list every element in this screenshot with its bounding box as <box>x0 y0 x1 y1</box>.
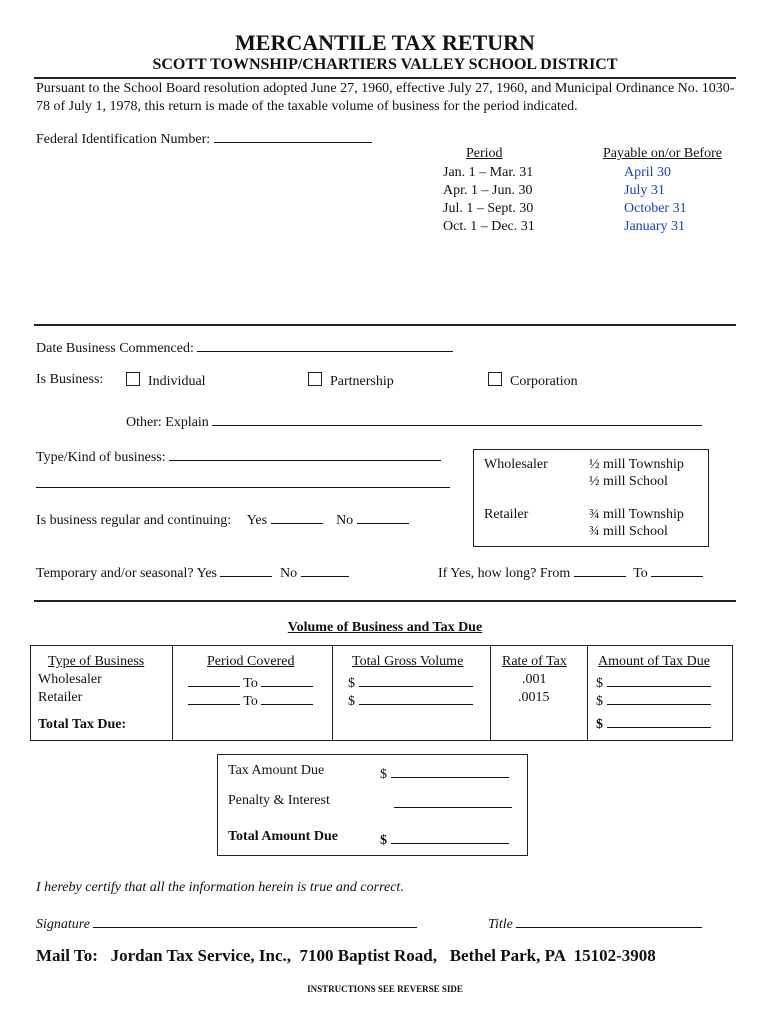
individual-label: Individual <box>148 374 206 389</box>
due-date-item: October 31 <box>624 201 687 216</box>
date-commenced-field[interactable] <box>197 337 453 352</box>
due-date-item: July 31 <box>624 183 665 198</box>
penalty-label: Penalty & Interest <box>228 793 330 808</box>
period-to-field[interactable] <box>261 690 313 705</box>
title-field[interactable] <box>516 913 702 928</box>
form-subtitle: SCOTT TOWNSHIP/CHARTIERS VALLEY SCHOOL DISTRICT <box>152 56 618 73</box>
federal-id-field[interactable] <box>214 128 372 143</box>
other-field[interactable] <box>212 411 702 426</box>
rate-retailer: .0015 <box>518 690 550 705</box>
type-row-2 <box>36 473 450 493</box>
wholesaler-label: Wholesaler <box>484 457 548 472</box>
period-row-retailer <box>188 690 313 710</box>
title-label: Title <box>488 917 513 932</box>
individual-checkbox[interactable] <box>126 372 140 386</box>
temporary-label: Temporary and/or seasonal? Yes <box>36 566 217 581</box>
col-rate-header: Rate of Tax <box>502 654 567 669</box>
form-title: MERCANTILE TAX RETURN <box>235 30 535 55</box>
section-rule <box>34 324 736 326</box>
header-rule <box>34 77 736 79</box>
volume-table <box>30 645 733 741</box>
period-item: Oct. 1 – Dec. 31 <box>443 219 535 234</box>
period-to-label: To <box>243 676 258 691</box>
federal-id-label: Federal Identification Number: <box>36 132 211 147</box>
totals-box <box>217 754 528 856</box>
col-divider <box>587 646 588 740</box>
wholesaler-school-rate: ½ mill School <box>589 474 668 489</box>
period-from-field[interactable] <box>188 690 240 705</box>
dollar-sign: $ <box>596 694 603 709</box>
temporary-row <box>36 562 349 582</box>
corporation-option[interactable] <box>488 372 578 390</box>
amount-wholesaler <box>596 672 711 692</box>
col-divider <box>172 646 173 740</box>
how-long-row <box>438 562 703 582</box>
payable-header: Payable on/or Before <box>603 146 722 161</box>
penalty-row <box>394 793 512 813</box>
how-long-label: If Yes, how long? From <box>438 566 571 581</box>
to-label: To <box>633 566 648 581</box>
period-to-field[interactable] <box>261 672 313 687</box>
regular-row <box>36 509 409 529</box>
period-from-field[interactable] <box>188 672 240 687</box>
other-row <box>126 411 702 431</box>
tax-amount-due-field[interactable] <box>391 763 509 778</box>
other-label: Other: Explain <box>126 415 209 430</box>
tax-amount-due-row <box>380 763 509 783</box>
type-label: Type/Kind of business: <box>36 450 166 465</box>
intro-paragraph: Pursuant to the School Board resolution adopted June 27, 1960, effective July 27, 1960, and Municipal Ordinance No. 1030-78 of July 1, 1978, this return is made of the taxable volume of business for the period indicated. <box>36 81 735 114</box>
total-amount-due-row <box>380 829 509 849</box>
dollar-sign: $ <box>596 676 603 691</box>
signature-label: Signature <box>36 917 90 932</box>
retailer-township-rate: ¾ mill Township <box>589 507 684 522</box>
col-divider <box>490 646 491 740</box>
from-field[interactable] <box>574 562 626 577</box>
partnership-label: Partnership <box>330 374 394 389</box>
dollar-sign: $ <box>380 833 387 848</box>
period-list <box>443 164 535 236</box>
regular-no-field[interactable] <box>357 509 409 524</box>
col-period-header: Period Covered <box>207 654 295 669</box>
gross-retailer-field[interactable] <box>359 690 473 705</box>
type-field[interactable] <box>169 446 441 461</box>
col-amount-header: Amount of Tax Due <box>598 654 710 669</box>
certification-text: I hereby certify that all the information herein is true and correct. <box>36 880 404 895</box>
footer-note: INSTRUCTIONS SEE REVERSE SIDE <box>307 984 463 994</box>
partnership-checkbox[interactable] <box>308 372 322 386</box>
individual-option[interactable] <box>126 372 206 390</box>
gross-wholesaler <box>348 672 473 692</box>
dollar-sign: $ <box>348 676 355 691</box>
dollar-sign: $ <box>596 717 603 732</box>
corporation-label: Corporation <box>510 374 578 389</box>
total-tax-due-label: Total Tax Due: <box>38 717 127 732</box>
is-business-label: Is Business: <box>36 372 104 387</box>
amount-retailer <box>596 690 711 710</box>
federal-id-row <box>36 128 372 148</box>
rates-box <box>473 449 709 547</box>
amount-retailer-field[interactable] <box>607 690 711 705</box>
temporary-no-field[interactable] <box>301 562 349 577</box>
wholesaler-row-label: Wholesaler <box>38 672 102 687</box>
to-field[interactable] <box>651 562 703 577</box>
gross-retailer <box>348 690 473 710</box>
tax-amount-due-label: Tax Amount Due <box>228 763 325 778</box>
regular-label: Is business regular and continuing: <box>36 513 232 528</box>
regular-yes-label: Yes <box>246 513 268 528</box>
signature-field[interactable] <box>93 913 417 928</box>
section-rule-2 <box>34 600 736 602</box>
rate-wholesaler: .001 <box>522 672 547 687</box>
type-row <box>36 446 441 466</box>
penalty-field[interactable] <box>394 793 512 808</box>
date-commenced-label: Date Business Commenced: <box>36 341 194 356</box>
regular-no-label: No <box>336 513 354 528</box>
dollar-sign: $ <box>348 694 355 709</box>
retailer-row-label: Retailer <box>38 690 83 705</box>
period-item: Apr. 1 – Jun. 30 <box>443 183 533 198</box>
col-divider <box>332 646 333 740</box>
col-type-header: Type of Business <box>48 654 145 669</box>
corporation-checkbox[interactable] <box>488 372 502 386</box>
volume-heading: Volume of Business and Tax Due <box>287 620 483 635</box>
period-item: Jan. 1 – Mar. 31 <box>443 165 534 180</box>
total-amount-due-label: Total Amount Due <box>228 829 338 844</box>
type-field-2[interactable] <box>36 473 450 488</box>
partnership-option[interactable] <box>308 372 394 390</box>
period-to-label: To <box>243 694 258 709</box>
due-date-item: January 31 <box>624 219 686 234</box>
temporary-no-label: No <box>279 566 298 581</box>
title-row <box>488 913 702 933</box>
wholesaler-township-rate: ½ mill Township <box>589 457 684 472</box>
amount-wholesaler-field[interactable] <box>607 672 711 687</box>
mail-to-address: Mail To: Jordan Tax Service, Inc., 7100 Baptist Road, Bethel Park, PA 15102-3908 <box>36 946 656 965</box>
period-item: Jul. 1 – Sept. 30 <box>443 201 534 216</box>
period-row-wholesaler <box>188 672 313 692</box>
dollar-sign: $ <box>380 767 387 782</box>
temporary-yes-field[interactable] <box>220 562 272 577</box>
retailer-label: Retailer <box>484 507 529 522</box>
signature-row <box>36 913 417 933</box>
total-amount-due-field[interactable] <box>391 829 509 844</box>
retailer-school-rate: ¾ mill School <box>589 524 668 539</box>
amount-total-field[interactable] <box>607 713 711 728</box>
due-date-list <box>624 164 687 236</box>
amount-total <box>596 713 711 733</box>
gross-wholesaler-field[interactable] <box>359 672 473 687</box>
regular-yes-field[interactable] <box>271 509 323 524</box>
due-date-item: April 30 <box>624 165 672 180</box>
date-commenced-row <box>36 337 453 357</box>
col-gross-header: Total Gross Volume <box>352 654 464 669</box>
period-header: Period <box>466 146 503 161</box>
